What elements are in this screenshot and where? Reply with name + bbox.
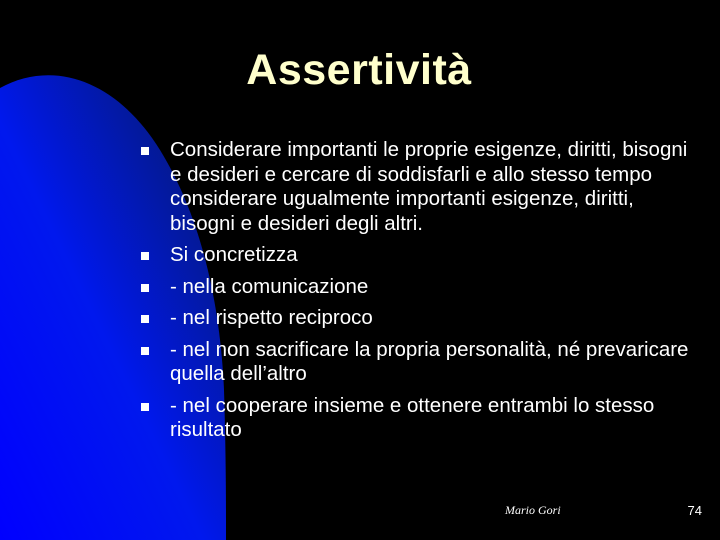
footer-author: Mario Gori [505,503,561,517]
list-item-text: - nel cooperare insieme e ottenere entrambi lo stesso risultato [170,393,655,441]
square-bullet-icon [141,403,149,411]
bullet-list [138,138,698,450]
list-item-text: Si concretizza [170,243,298,266]
square-bullet-icon [141,347,149,355]
list-item [138,243,698,268]
list-item-text: - nel rispetto reciproco [170,306,373,329]
square-bullet-icon [141,252,149,260]
square-bullet-icon [141,147,149,155]
list-item [138,394,698,443]
list-item [138,138,698,236]
list-item [138,338,698,387]
slide-title: Assertività [246,46,472,94]
square-bullet-icon [141,284,149,292]
list-item [138,275,698,300]
square-bullet-icon [141,315,149,323]
list-item-text: - nella comunicazione [170,274,369,298]
page-number: 74 [687,503,702,518]
list-item-text: Considerare importanti le proprie esigenze, diritti, bisogni e desideri e cercare di soddisfarli e allo stesso tempo considerare ugualmente importanti esigenze, diritti, bisogni e desideri degli altri. [170,138,688,235]
list-item-text: - nel non sacrificare la propria personalità, né prevaricare quella dell’altro [170,337,689,385]
list-item [138,306,698,331]
